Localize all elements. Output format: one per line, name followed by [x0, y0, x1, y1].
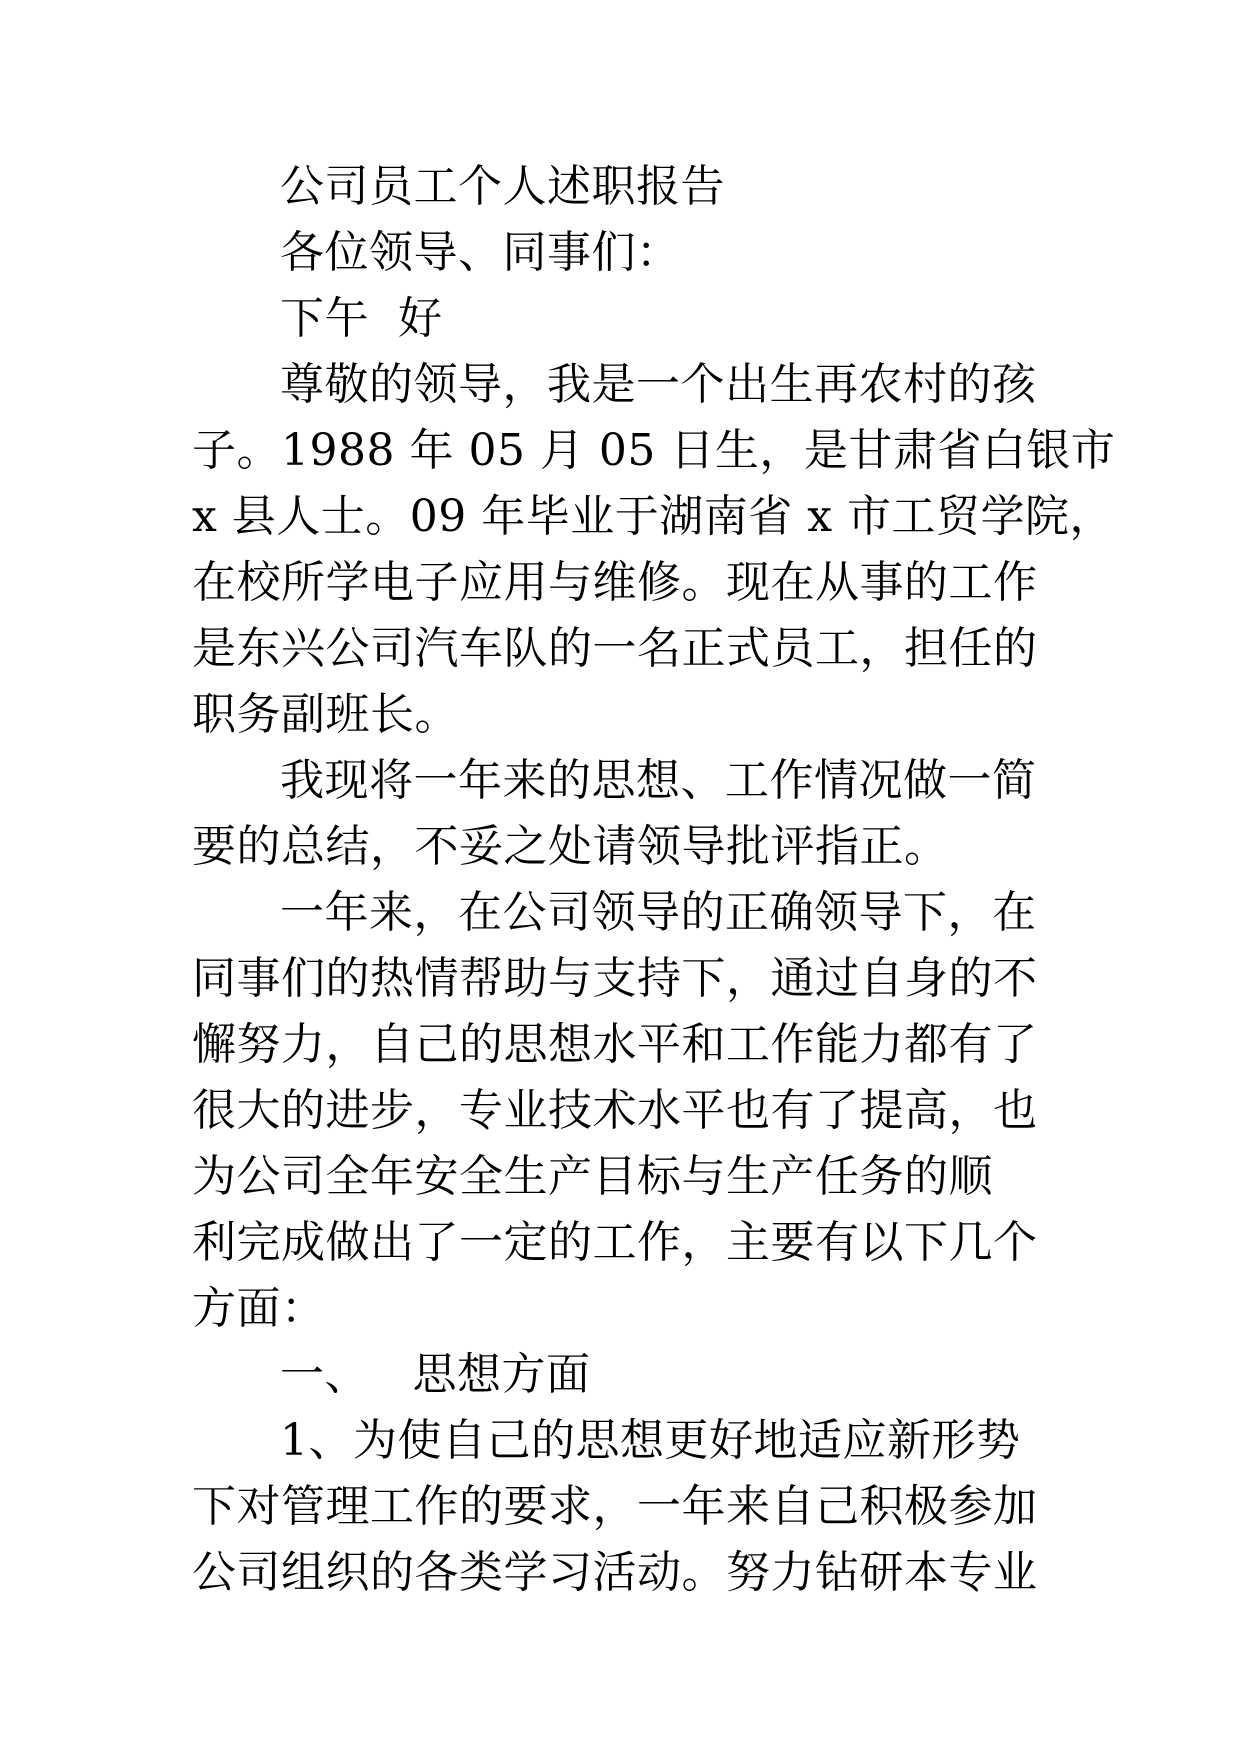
paragraph-line: 公司组织的各类学习活动。努力钻研本专业 [192, 1547, 1038, 1598]
paragraph-line: 下对管理工作的要求，一年来自己积极参加 [192, 1481, 1038, 1532]
paragraph-line: 为公司全年安全生产目标与生产任务的顺 [192, 1151, 993, 1202]
paragraph-line: 利完成做出了一定的工作，主要有以下几个 [192, 1217, 1038, 1268]
paragraph-line: 在校所学电子应用与维修。现在从事的工作 [192, 557, 1038, 608]
paragraph-line: 职务副班长。 [192, 689, 459, 740]
paragraph-line: 是东兴公司汽车队的一名正式员工，担任的 [192, 623, 1038, 674]
greeting: 下午 好 [280, 293, 443, 344]
paragraph-line: 同事们的热情帮助与支持下，通过自身的不 [192, 953, 1038, 1004]
paragraph-line: 一年来，在公司领导的正确领导下，在 [280, 887, 1037, 938]
paragraph-line: 很大的进步，专业技术水平也有了提高，也 [192, 1085, 1038, 1136]
paragraph-line: 尊敬的领导，我是一个出生再农村的孩 [280, 359, 1037, 410]
paragraph-line: x 县人士。09 年毕业于湖南省 x 市工贸学院， [192, 491, 1115, 542]
paragraph-line: 懈努力，自己的思想水平和工作能力都有了 [192, 1019, 1038, 1070]
paragraph-line: 我现将一年来的思想、工作情况做一简 [280, 755, 1037, 806]
salutation: 各位领导、同事们： [280, 227, 681, 278]
paragraph-line: 方面： [192, 1283, 326, 1334]
section-heading: 一、 思想方面 [280, 1349, 591, 1400]
paragraph-line: 子。1988 年 05 月 05 日生，是甘肃省白银市 [192, 425, 1116, 476]
paragraph-line: 要的总结，不妥之处请领导批评指正。 [192, 821, 949, 872]
paragraph-line: 1、为使自己的思想更好地适应新形势 [280, 1415, 1021, 1466]
document-title: 公司员工个人述职报告 [280, 161, 725, 212]
